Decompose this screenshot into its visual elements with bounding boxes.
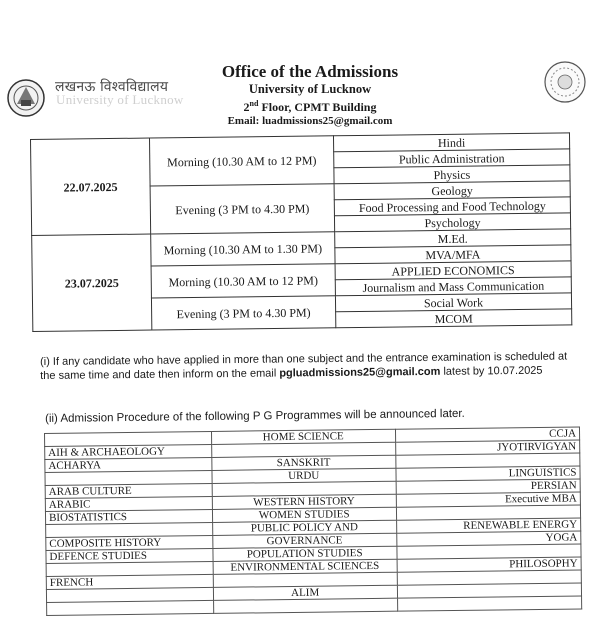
time-slot: Evening (3 PM to 4.30 PM) — [151, 296, 335, 330]
programme-cell: ARABIC — [45, 496, 212, 511]
university-emblem-icon — [6, 78, 46, 118]
programme-cell: LINGUISTICS — [395, 466, 580, 481]
programme-cell: PUBLIC POLICY AND — [212, 520, 396, 535]
programme-cell: SANSKRIT — [212, 455, 396, 470]
subject-cell: M.Ed. — [335, 229, 571, 248]
subject-cell: MVA/MFA — [335, 245, 571, 264]
time-slot: Morning (10.30 AM to 12 PM) — [151, 264, 335, 298]
pg-programmes-table — [44, 426, 582, 616]
time-slot: Evening (3 PM to 4.30 PM) — [150, 184, 335, 234]
clash-instruction-note: (i) If any candidate who have applied in more than one subject and the entrance examination is scheduled at the same time and date then inform on the email pgluadmissions25@gmail.com latest by 10.07.2025 — [40, 350, 568, 382]
programme-cell: ARAB CULTURE — [45, 483, 212, 498]
programme-cell: URDU — [212, 468, 396, 483]
programme-cell: PHILOSOPHY — [397, 557, 582, 572]
subject-cell: Journalism and Mass Communication — [335, 277, 571, 296]
time-slot: Morning (10.30 AM to 1.30 PM) — [151, 232, 335, 266]
building-address: 2nd Floor, CPMT Building — [243, 99, 377, 114]
programme-cell — [213, 598, 397, 613]
programme-cell: FRENCH — [46, 574, 213, 589]
exam-date: 23.07.2025 — [32, 234, 152, 331]
subject-cell: Social Work — [335, 293, 571, 312]
office-title: Office of the Admissions — [221, 62, 399, 81]
university-name-english: University of Lucknow — [56, 92, 184, 107]
programme-cell: ACHARYA — [45, 457, 212, 472]
programme-cell: JYOTIRVIGYAN — [395, 440, 580, 455]
programme-cell: CCJA — [395, 427, 580, 442]
subject-cell: Physics — [334, 165, 570, 184]
programme-cell: WOMEN STUDIES — [212, 507, 396, 522]
subject-cell: MCOM — [336, 309, 572, 328]
subject-cell: APPLIED ECONOMICS — [335, 261, 571, 280]
programme-cell: RENEWABLE ENERGY — [396, 518, 581, 533]
programme-cell — [397, 596, 582, 611]
later-announcement-note: (ii) Admission Procedure of the following P G Programmes will be announced later. — [45, 407, 465, 425]
subject-cell: Food Processing and Food Technology — [334, 197, 570, 216]
programme-cell: PERSIAN — [396, 479, 581, 494]
programme-cell — [47, 600, 214, 615]
programme-cell: Executive MBA — [396, 492, 581, 507]
university-title: University of Lucknow — [248, 82, 372, 96]
university-name-hindi: लखनऊ विश्वविद्यालय — [55, 79, 169, 95]
programme-cell: BIOSTATISTICS — [45, 509, 212, 524]
subject-cell: Public Administration — [334, 149, 570, 168]
admission-email: Email: luadmissions25@gmail.com — [227, 115, 393, 127]
programme-cell: AIH & ARCHAEOLOGY — [45, 444, 212, 459]
programme-cell: GOVERNANCE — [213, 533, 397, 548]
subject-cell: Hindi — [333, 133, 569, 152]
programme-cell: YOGA — [396, 531, 581, 546]
programme-cell: HOME SCIENCE — [211, 429, 395, 444]
exam-schedule-table — [30, 132, 572, 332]
programme-cell: ENVIRONMENTAL SCIENCES — [213, 559, 397, 574]
university-seal-icon — [543, 60, 587, 104]
programme-cell: COMPOSITE HISTORY — [46, 535, 213, 550]
subject-cell: Psychology — [334, 213, 570, 232]
office-header — [200, 62, 420, 128]
subject-cell: Geology — [334, 181, 570, 200]
exam-date: 22.07.2025 — [31, 138, 151, 235]
programme-cell: POPULATION STUDIES — [213, 546, 397, 561]
programme-cell: WESTERN HISTORY — [212, 494, 396, 509]
programme-cell: DEFENCE STUDIES — [46, 548, 213, 563]
programme-cell: ALIM — [213, 585, 397, 600]
time-slot: Morning (10.30 AM to 12 PM) — [149, 136, 334, 186]
pg-admission-email: pgluadmissions25@gmail.com — [279, 365, 441, 380]
